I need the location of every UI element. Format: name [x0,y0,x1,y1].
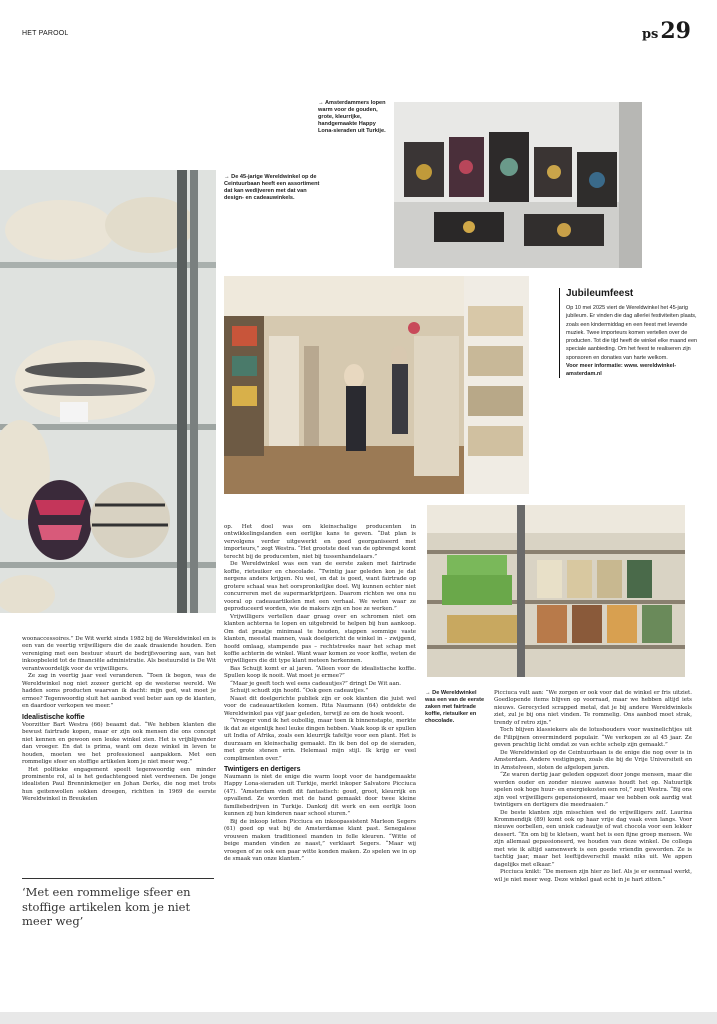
column-2-paragraph: Vrijwilligers vertellen daar graag over en schromen niet om klanten achterna te lopen en uitgebreid te helpen bij hun aankoop. Om dat praatje minimaal te houden, stappen sommige vaste klanten, meestal mannen, vaak doelgericht de winkel in – zwijgend, hoofd omlaag, stampende pas – rechtstreeks naar het schap met koffie achterin de winkel. Want waar komen ze voor koffie, weten de vrijwilligers die dit type klant meteen herkennen. [224,613,416,665]
coffee-caption-text: De Wereldwinkel was een van de eerste zaken met fairtrade koffie, rietsuiker en chocolade. [425,690,485,724]
subheading-twintigers-en-dertigers: Twintigers en dertigers [224,766,301,773]
column-2-paragraph: “Maar je geeft toch wel eens cadeautjes?” dringt De Wit aan. [230,680,402,687]
jewelry-caption-text: Amsterdammers lopen warm voor de gouden, grote, kleurrijke, handgemaakte Happy Lona-sieraden uit Turkije. [318,100,386,134]
column-3-paragraph: Toch blijven klassiekers als de lotushouders voor waxinelichtjes uit de Filipijnen onverminderd populair. “We verkopen ze al 45 jaar. Ze geven prachtig licht omdat ze van echte schelp zijn gemaakt.” [494,727,692,749]
coffee-shelves-photo [427,505,685,677]
baskets-caption: → De 45-jarige Wereldwinkel op de Ceintuurbaan heeft een assortiment dat kan wedijveren met dat van design- en cadeauwinkels. [224,174,320,201]
column-1-paragraph: Ze zag in veertig jaar veel veranderen. “Toen ik begon, was de Wereldwinkel nog niet zozeer gericht op de westerse wereld. We hadden soms producten waarvan ik dacht: mijn god, wat moet je ermee? Tegenwoordig sluit het aanbod veel beter aan op de klanten, en daardoor verkopen we meer.” [22,673,216,710]
column-2-paragraph: Schuijt schudt zijn hoofd. “Ook geen cadeautjes.” [230,688,369,695]
baskets-photo [0,170,216,613]
article-column-1 [22,636,216,870]
column-2-paragraph: Bij de inkoop letten Picciuca en inkoopassistent Marleon Segers (61) goed op wat bij de Amsterdamse klant past. Senegalese vrouwen maken traditioneel manden in felle kleuren. “Witte of beige manden vinden ze naast,” verklaart Segers. “Maar wij vroegen of ze ook een paar witte konden maken. Zo spelen we in op de smaak van onze klanten.” [224,818,416,863]
shop-interior-photo [224,276,529,494]
article-column-3 [494,690,692,1012]
column-1-paragraph: Het politieke engagement speelt tegenwoordig een minder prominente rol, al is het gedachtengoed niet verdwenen. De jonge idealisten Paul Brenninkmeijer en Johan Derks, die nog met trots hun geitenwollen sokken droegen, richtten in 1969 de eerste Wereldwinkel in Breukelen [22,766,216,803]
column-2-paragraph: Bas Schuijt komt er al jaren. “Alleen voor de idealistische koffie. Spullen koop ik nooit. Wat moet je ermee?” [224,665,416,680]
column-2-paragraph: De Wereldwinkel was een van de eerste zaken met fairtrade koffie, rietsuiker en chocolade. “Twintig jaar geleden kon je dat nergens anders krijgen. Nu wel, en dat is goed, want fairtrade op grotere schaal was het oorspronkelijke doel. Wij kunnen echter niet concurreren met de supermarktprijzen. Daarom richten we ons nu vooral op cadeauartikelen met een verhaal. We weten waar ze geproduceerd worden, wie de makers zijn en hoe ze werken.” [224,561,416,613]
column-3-paragraph: De beste klanten zijn misschien wel de vrijwilligers zelf. Laurina Krommendijk (89) komt ook op haar vrije dag vaak even langs. Voor nieuwe oorbellen, een uniek cadeautje of wat chocola voor een lekker dessert. “En om bij te kletsen, want het is een fijne groep mensen. We zijn allemaal gepassioneerd, we houden van deze winkel. De collega met wie ik altijd samenwerk is een goede vriendin geworden. Ze is tachtig jaar, maar het leeftijdsverschil maakt niks uit. We appen dagelijks met elkaar.” [494,809,692,868]
column-1-paragraph: woonaccessoires.” De Wit werkt sinds 1982 bij de Wereldwinkel en is een van de veertig vrijwilligers die de zaak draaiende houden. Een vereniging met een bestuur stuurt de bedrijfsvoering aan, van het inkoopbeleid tot de financiële administratie. Als bestuurslid is De Wit verantwoordelijk voor de vrijwilligers. [22,636,216,672]
page-number [642,18,691,44]
column-3-paragraph: “Ze waren dertig jaar geleden opgezet door jonge mensen, maar die werden ouder en zonder nieuwe aanwas houdt het op. Natuurlijk spelen ook hoge huur- en energiekosten een rol,” zegt Westra. “Bij ons zijn veel vrijwilligers gepensioneerd, maar we hebben ook aardig wat twintigers en dertigers die meedraaien.” [494,772,692,809]
jewelry-caption: → Amsterdammers lopen warm voor de gouden, grote, kleurrijke, handgemaakte Happy Lona-sieraden uit Turkije. [318,100,386,134]
page-footer-bar [0,1012,717,1024]
baskets-caption-text: De 45-jarige Wereldwinkel op de Ceintuurbaan heeft een assortiment dat kan wedijveren met dat van design- en cadeauwinkels. [224,174,320,201]
article-column-2 [224,524,416,1012]
sidebar-title: Jubileumfeest [566,288,634,299]
column-1-paragraph: Voorzitter Bart Westra (66) beaamt dat. “We hebben klanten die bewust fairtrade kopen, maar er zijn ook mensen die ons concept niet kennen en gewoon een leuke winkel zien. Het is vrijblijvender dan vroeger. En dat is prima, want om deze winkel in leven te houden, moeten we het professioneel aanpakken. Met een rommelige sfeer en stoffige artikelen kom je niet meer weg.” [22,721,216,766]
subheading-idealistische-koffie: Idealistische koffie [22,713,85,721]
sidebar-body: Op 10 mei 2025 viert de Wereldwinkel het 45-jarig jubileum. Er vinden die dag allerlei festiviteiten plaats, zoals een kindermiddag en een feest met levende muziek. Twee importeurs komen vertellen over de producten. Tot die tijd heeft de winkel elke maand een speciale aanbieding. Om het feest te realiseren zijn sponsoren en donaties van harte welkom. [566,305,698,361]
sidebar-box [559,288,699,378]
jewelry-photo [394,102,642,268]
column-3-paragraph: Picciuca knikt: “De mensen zijn hier zo lief. Als je er eenmaal werkt, wil je niet meer weg. Deze winkel gaat echt in je hart zitten.” [494,869,692,883]
pull-quote: ‘Met een rommelige sfeer en stoffige artikelen kom je niet meer weg’ [22,878,214,929]
column-3-paragraph: Picciuca vult aan: “We zorgen er ook voor dat de winkel er fris uitziet. Goedlopende items blijven op voorraad, maar we hebben altijd iets nieuws. Gerecycled scrapped metal, dat je bij andere Wereldwinkels ziet, zul je bij ons niet vinden. Te rommelig. Ons aanbod moet strak, trendy of retro zijn.” [494,690,692,726]
sidebar-info: Voor meer informatie: www. wereldwinkel-amsterdam.nl [566,362,677,377]
coffee-caption: → De Wereldwinkel was een van de eerste zaken met fairtrade koffie, rietsuiker en chocolade. [425,690,485,724]
column-2-paragraph: Naast dit doelgerichte publiek zijn er ook klanten die juist wel voor de cadeauartikelen komen. Rita Naumann (64) ontdekte de Wereldwinkel pas vijf jaar geleden, terwijl ze om de hoek woont. [224,695,416,717]
column-2-paragraph: Naumann is niet de enige die warm loopt voor de handgemaakte Happy Lona-sieraden uit Turkije, merkt inkoper Salvatore Picciuca (47). “Amsterdam vindt dit fantastisch: goud, groot, kleurrijk en opvallend. Ze worden met de hand gemaakt door twee kleine familiebedrijven in Turkije. Dankzij dit werk en een eerlijk loon kunnen zij hun kinderen naar school sturen.” [224,774,416,818]
column-2-paragraph: “Vroeger vond ik het oubollig, maar toen ik binnenstapte, merkte ik dat ze eigenlijk heel leuke dingen hebben. Vaak koop ik er spullen uit India of Afrika, zoals een kleurrijk tafeltje voor een plant. Het is duurzaam en kleinschalig gemaakt. En ik ben dol op de sieraden, met grote stenen erin. Helemaal mijn stijl. Ik krijg er veel complimenten over.” [224,718,416,762]
column-2-paragraph: op. Het doel was om kleinschalige producenten in ontwikkelingslanden een eerlijke kans te geven. “Dat plan is vervolgens verder uitgewerkt en goed georganiseerd met importeurs,” zegt Westra. “Het grootste deel van de opbrengst komt terecht bij de producenten, niet bij tussenhandelaars.” [224,524,416,560]
section-label: ps [641,27,659,42]
masthead: HET PAROOL [22,30,69,37]
column-3-paragraph: De Wereldwinkel op de Ceintuurbaan is de enige die nog over is in Amsterdam. Andere vestigingen, zoals die bij de Vrije Universiteit en in Amstelveen, sloten de afgelopen jaren. [494,749,692,771]
page-number-value: 29 [660,18,691,44]
